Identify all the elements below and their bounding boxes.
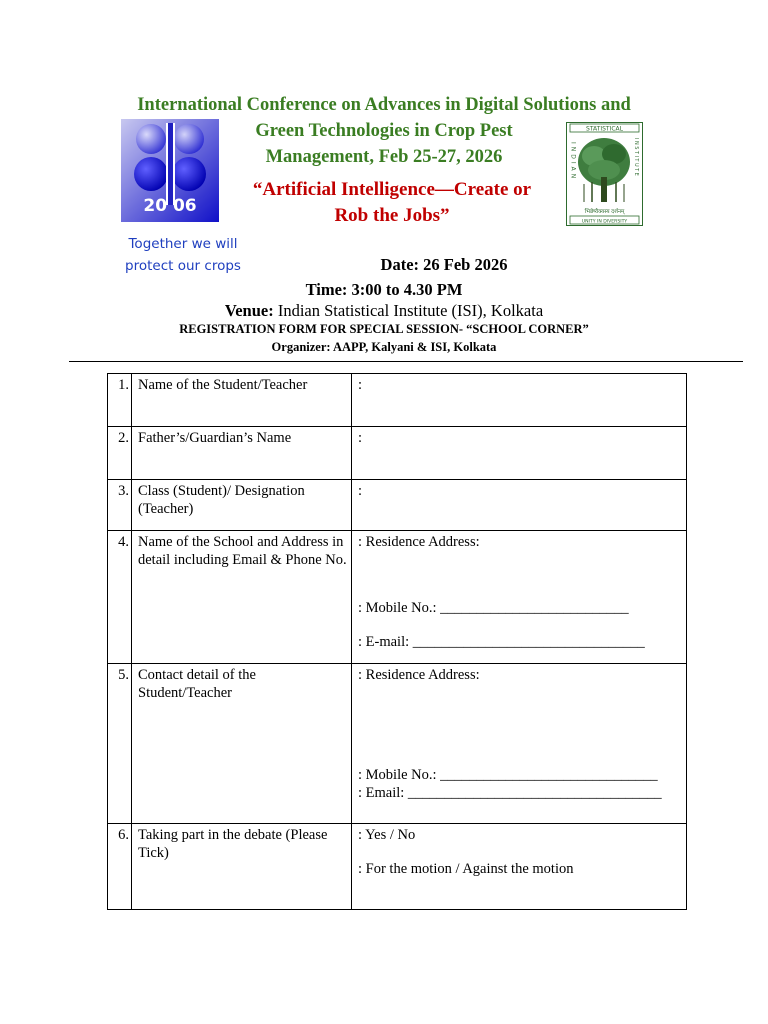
organizer-line: Organizer: AAPP, Kalyani & ISI, Kolkata [271, 340, 497, 354]
mobile-line: : Mobile No.: __________________________ [358, 600, 629, 616]
email-line: : E-mail: ________________________________ [358, 634, 645, 650]
field-label-debate: Taking part in the debate (Please Tick) [132, 824, 352, 910]
isi-emblem [566, 122, 643, 226]
emblem-right-text: INSTITUTE [633, 138, 639, 178]
event-date: Date: 26 Feb 2026 [380, 255, 508, 274]
table-row [108, 374, 687, 427]
field-value-class[interactable] [352, 480, 687, 531]
emblem-bottom-text: UNITY IN DIVERSITY [581, 219, 628, 225]
table-row [108, 480, 687, 531]
residence-address-line: : Residence Address: [358, 667, 480, 683]
field-label-contact: Contact detail of the Student/Teacher [132, 664, 352, 824]
field-label-school: Name of the School and Address in detail including Email & Phone No. [132, 531, 352, 664]
conference-title-line-2: Green Technologies in Crop Pest [255, 121, 513, 141]
emblem-left-text: INDIAN [569, 142, 577, 182]
event-time: Time: 3:00 to 4.30 PM [305, 280, 463, 299]
field-value-name[interactable] [352, 374, 687, 427]
field-label-guardian: Father’s/Guardian’s Name [132, 427, 352, 480]
conference-title-line-1: International Conference on Advances in Digital Solutions and [137, 95, 631, 115]
table-row [108, 824, 687, 910]
value-line: : [358, 483, 363, 499]
conference-logo [121, 119, 219, 222]
motion-option[interactable]: : For the motion / Against the motion [358, 861, 574, 877]
table-row [108, 664, 687, 824]
email-line: : Email: ___________________________________ [358, 785, 662, 801]
emblem-hindi-text: भिन्नेष्वैक्यस्य दर्शनम् [584, 209, 625, 215]
registration-table [107, 373, 687, 910]
row-number: 4. [108, 531, 132, 664]
session-theme-line-1: “Artificial Intelligence—Create or [252, 179, 532, 200]
value-line: : [358, 377, 363, 393]
event-venue [100, 301, 668, 321]
field-value-guardian[interactable] [352, 427, 687, 480]
registration-form-title: REGISTRATION FORM FOR SPECIAL SESSION- “SCHOOL CORNER” [179, 322, 589, 336]
logo-year-text: 20 06 [143, 196, 197, 216]
field-value-debate[interactable] [352, 824, 687, 910]
venue-label: Venue: [224, 301, 274, 320]
row-number: 5. [108, 664, 132, 824]
row-number: 3. [108, 480, 132, 531]
field-label-name: Name of the Student/Teacher [132, 374, 352, 427]
table-row [108, 531, 687, 664]
tagline-line-2: protect our crops [125, 258, 241, 274]
row-number: 6. [108, 824, 132, 910]
table-row [108, 427, 687, 480]
value-line: : [358, 430, 363, 446]
field-value-school[interactable] [352, 531, 687, 664]
tagline-line-1: Together we will [128, 236, 238, 252]
row-number: 1. [108, 374, 132, 427]
field-value-contact[interactable] [352, 664, 687, 824]
mobile-line: : Mobile No.: ______________________________ [358, 767, 658, 783]
session-theme-line-2: Rob the Jobs” [334, 205, 450, 226]
field-label-class: Class (Student)/ Designation (Teacher) [132, 480, 352, 531]
emblem-top-text: STATISTICAL [586, 125, 623, 133]
header-divider [69, 361, 743, 362]
yes-no-option[interactable]: : Yes / No [358, 827, 416, 843]
row-number: 2. [108, 427, 132, 480]
residence-address-line: : Residence Address: [358, 534, 480, 550]
conference-title-line-3: Management, Feb 25-27, 2026 [265, 147, 503, 167]
venue-value: Indian Statistical Institute (ISI), Kolkata [273, 301, 544, 320]
